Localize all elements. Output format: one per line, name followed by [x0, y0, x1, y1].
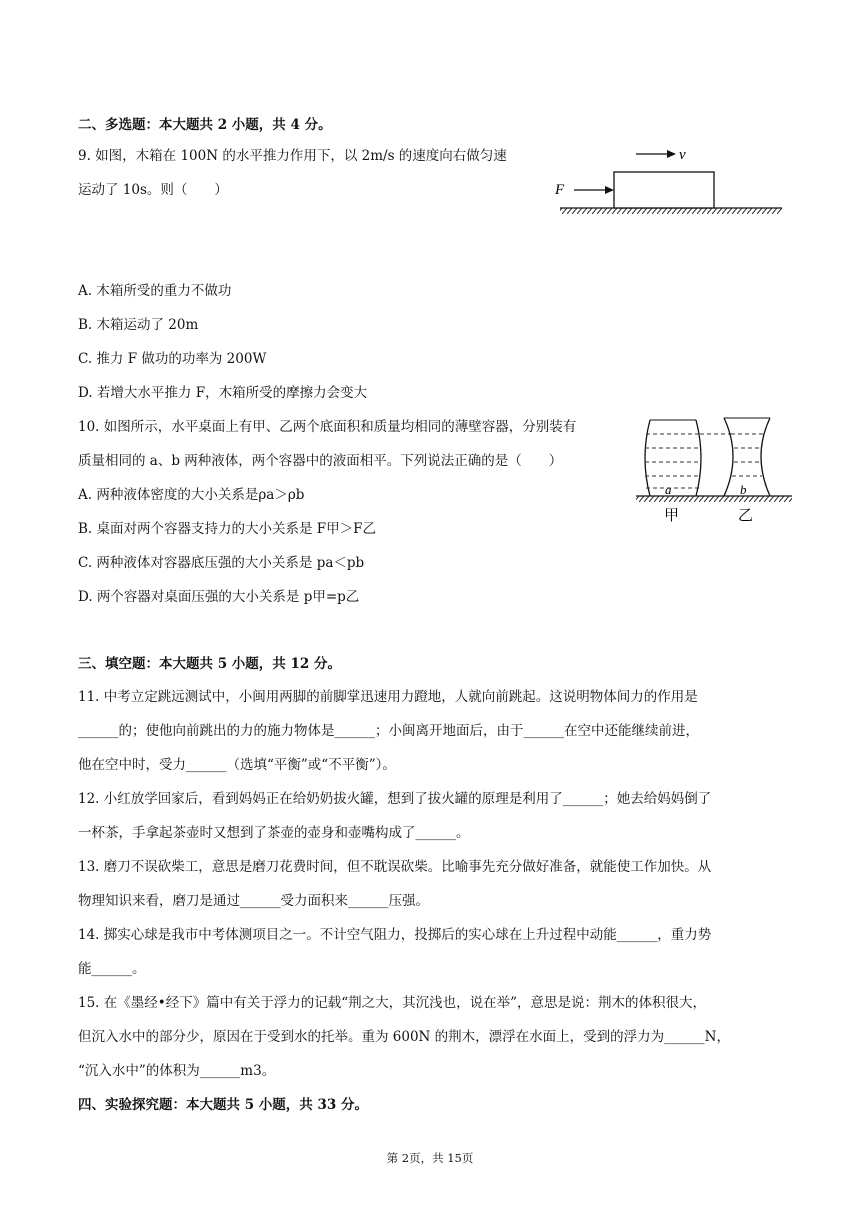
q11-line2: ______的；使他向前跳出的力的施力物体是______；小闽离开地面后，由于______在空中还能继续前进，: [78, 723, 699, 739]
q10-stem-line1: 10. 如图所示，水平桌面上有甲、乙两个底面积和质量均相同的薄壁容器，分别装有: [78, 419, 577, 435]
q9-velocity-label: v: [679, 147, 686, 163]
q13-line2: 物理知识来看，磨刀是通过______受力面积来______压强。: [78, 893, 429, 909]
q15-line3: “沉入水中”的体积为______m3。: [78, 1063, 276, 1079]
q10-container-yi-label: 乙: [738, 506, 754, 524]
q10-option-c: C. 两种液体对容器底压强的大小关系是 pa＜pb: [78, 555, 365, 571]
q10-liquid-a-label: a: [665, 482, 672, 497]
q10-liquid-b-label: b: [740, 482, 747, 497]
q14-line1: 14. 掷实心球是我市中考体测项目之一。不计空气阻力，投掷后的实心球在上升过程中动能______，重力势: [78, 927, 712, 943]
q11-line1: 11. 中考立定跳远测试中，小闽用两脚的前脚掌迅速用力蹬地，人就向前跳起。这说明物体间力的作用是: [78, 689, 698, 705]
q12-line2: 一杯茶，手拿起茶壶时又想到了茶壶的壶身和壶嘴构成了______。: [78, 825, 470, 841]
q9-option-c: C. 推力 F 做功的功率为 200W: [78, 351, 267, 367]
q9-figure-box-on-ground: [552, 142, 784, 216]
q11-line3: 他在空中时，受力______（选填“平衡”或“不平衡”）。: [78, 757, 396, 773]
q10-stem-line2: 质量相同的 a、b 两种液体，两个容器中的液面相平。下列说法正确的是（ ）: [78, 453, 563, 469]
q9-option-d: D. 若增大水平推力 F，木箱所受的摩擦力会变大: [78, 385, 368, 401]
q15-line1: 15. 在《墨经•经下》篇中有关于浮力的记载“荆之大，其沉浅也，说在举”，意思是说：荆木的体积很大，: [78, 995, 707, 1011]
q12-line1: 12. 小红放学回家后，看到妈妈正在给奶奶拔火罐，想到了拔火罐的原理是利用了______；她去给妈妈倒了: [78, 791, 712, 807]
q10-option-d: D. 两个容器对桌面压强的大小关系是 p甲=p乙: [78, 589, 360, 605]
section4-heading: 四、实验探究题：本大题共 5 小题，共 33 分。: [78, 1097, 368, 1113]
q13-line1: 13. 磨刀不误砍柴工，意思是磨刀花费时间，但不耽误砍柴。比喻事先充分做好准备，就能使工作加快。从: [78, 859, 712, 875]
q10-container-jia-label: 甲: [664, 506, 680, 524]
q9-stem-line2: 运动了 10s。则（ ）: [78, 182, 228, 198]
q14-line2: 能______。: [78, 961, 146, 977]
q9-force-label: F: [555, 182, 565, 198]
q10-figure-containers: [634, 412, 794, 524]
q10-option-a: A. 两种液体密度的大小关系是ρa＞ρb: [78, 487, 305, 503]
section2-heading: 二、多选题：本大题共 2 小题，共 4 分。: [78, 117, 332, 133]
q9-option-a: A. 木箱所受的重力不做功: [78, 283, 232, 299]
q9-option-b: B. 木箱运动了 20m: [78, 317, 199, 333]
section3-heading: 三、填空题：本大题共 5 小题，共 12 分。: [78, 656, 341, 672]
q15-line2: 但沉入水中的部分少，原因在于受到水的托举。重为 600N 的荆木，漂浮在水面上，受到的浮力为______N，: [78, 1029, 730, 1045]
page-footer: 第 2页，共 15页: [386, 1151, 474, 1165]
q10-option-b: B. 桌面对两个容器支持力的大小关系是 F甲＞F乙: [78, 521, 377, 537]
q9-stem-line1: 9. 如图，木箱在 100N 的水平推力作用下，以 2m/s 的速度向右做匀速: [78, 148, 507, 164]
